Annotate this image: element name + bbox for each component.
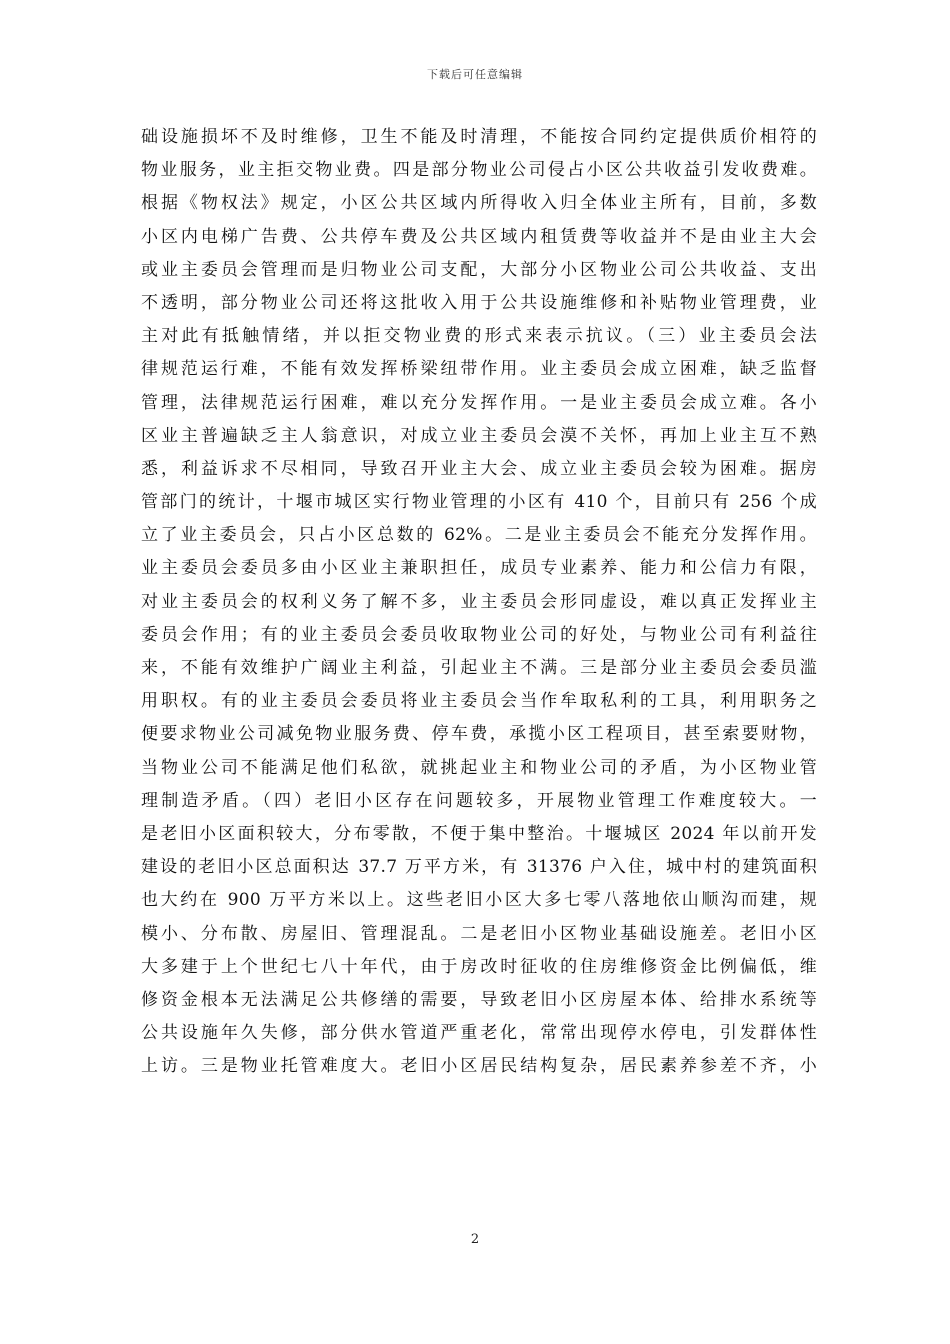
text-line: 当物业公司不能满足他们私欲，就挑起业主和物业公司的矛盾，为小区物业管 <box>141 757 817 778</box>
text-line: 来，不能有效维护广阔业主利益，引起业主不满。三是部分业主委员会委员滥 <box>141 658 817 678</box>
text-line: 建设的老旧小区总面积达 37.7 万平方米，有 31376 户入住，城中村的建筑面积 <box>141 857 817 878</box>
text-line: 便要求物业公司减免物业服务费、停车费，承揽小区工程项目，甚至索要财物， <box>141 724 817 745</box>
text-line: 业主委员会委员多由小区业主兼职担任，成员专业素养、能力和公信力有限， <box>141 558 817 579</box>
page-number: 2 <box>470 1232 480 1247</box>
text-line: 是老旧小区面积较大，分布零散，不便于集中整治。十堰城区 2024 年以前开发 <box>141 823 817 844</box>
text-line: 根据《物权法》规定，小区公共区域内所得收入归全体业主所有，目前，多数 <box>141 193 817 214</box>
text-line: 管理，法律规范运行困难，难以充分发挥作用。一是业主委员会成立难。各小 <box>141 392 817 413</box>
text-line: 修资金根本无法满足公共修缮的需要，导致老旧小区房屋本体、给排水系统等 <box>141 989 817 1010</box>
text-line: 公共设施年久失修，部分供水管道严重老化，常常出现停水停电，引发群体性 <box>141 1023 817 1044</box>
text-line: 主对此有抵触情绪，并以拒交物业费的形式来表示抗议。（三）业主委员会法 <box>141 326 817 347</box>
text-line: 理制造矛盾。（四）老旧小区存在问题较多，开展物业管理工作难度较大。一 <box>141 790 817 811</box>
text-line: 管部门的统计，十堰市城区实行物业管理的小区有 410 个，目前只有 256 个成 <box>141 492 817 513</box>
text-line: 立了业主委员会，只占小区总数的 62%。二是业主委员会不能充分发挥作用。 <box>141 525 817 546</box>
text-line: 上访。三是物业托管难度大。老旧小区居民结构复杂，居民素养参差不齐，小 <box>141 1056 817 1077</box>
text-line: 也大约在 900 万平方米以上。这些老旧小区大多七零八落地依山顺沟而建，规 <box>141 890 817 911</box>
text-line: 区业主普遍缺乏主人翁意识，对成立业主委员会漠不关怀，再加上业主互不熟 <box>141 425 817 446</box>
text-line: 物业服务，业主拒交物业费。四是部分物业公司侵占小区公共收益引发收费难。 <box>141 160 817 181</box>
text-line: 础设施损坏不及时维修，卫生不能及时清理，不能按合同约定提供质价相符的 <box>141 127 817 147</box>
text-line: 不透明，部分物业公司还将这批收入用于公共设施维修和补贴物业管理费，业 <box>141 292 817 313</box>
text-line: 悉，利益诉求不尽相同，导致召开业主大会、成立业主委员会较为困难。据房 <box>141 458 817 479</box>
text-line: 或业主委员会管理而是归物业公司支配，大部分小区物业公司公共收益、支出 <box>141 259 817 280</box>
body-text <box>141 121 817 1083</box>
text-line: 大多建于上个世纪七八十年代，由于房改时征收的住房维修资金比例偏低，维 <box>141 956 817 977</box>
text-line: 模小、分布散、房屋旧、管理混乱。二是老旧小区物业基础设施差。老旧小区 <box>141 923 817 944</box>
text-line: 委员会作用；有的业主委员会委员收取物业公司的好处，与物业公司有利益往 <box>141 624 817 645</box>
text-line: 对业主委员会的权利义务了解不多，业主委员会形同虚设，难以真正发挥业主 <box>141 591 817 612</box>
text-line: 用职权。有的业主委员会委员将业主委员会当作牟取私利的工具，利用职务之 <box>141 691 817 712</box>
page-header: 下载后可任意编辑 <box>427 68 523 81</box>
text-line: 律规范运行难，不能有效发挥桥梁纽带作用。业主委员会成立困难，缺乏监督 <box>141 359 817 380</box>
text-line: 小区内电梯广告费、公共停车费及公共区域内租赁费等收益并不是由业主大会 <box>141 226 817 247</box>
